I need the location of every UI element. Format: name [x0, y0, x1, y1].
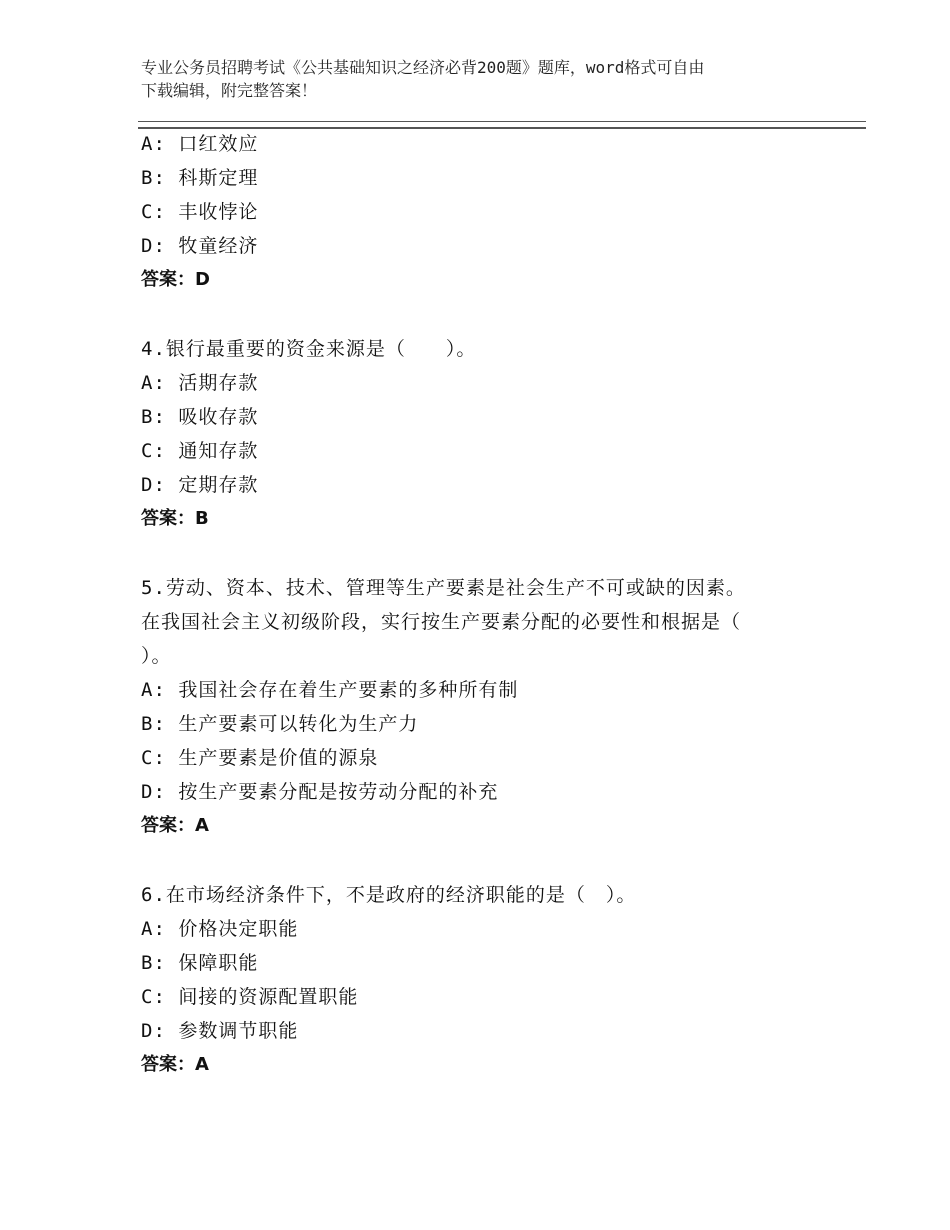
- question-5: [141, 571, 841, 843]
- answer-label: 答案：A: [141, 815, 209, 836]
- header-line-1: 专业公务员招聘考试《公共基础知识之经济必背200题》题库，word格式可自由: [141, 58, 705, 77]
- option-c: C: 生产要素是价值的源泉: [141, 747, 379, 769]
- option-b: B: 吸收存款: [141, 406, 259, 428]
- answer-label: 答案：D: [141, 269, 210, 290]
- question-4: [141, 332, 841, 536]
- option-d: D: 牧童经济: [141, 235, 259, 257]
- option-d: D: 参数调节职能: [141, 1020, 299, 1042]
- question-text-line-1: 5.劳动、资本、技术、管理等生产要素是社会生产不可或缺的因素。: [141, 577, 746, 599]
- question-list: [141, 127, 841, 1082]
- option-a: A: 价格决定职能: [141, 918, 299, 940]
- header-line-2: 下载编辑，附完整答案！: [141, 81, 318, 100]
- option-d: D: 按生产要素分配是按劳动分配的补充: [141, 781, 499, 803]
- question-text-line-3: ）。: [141, 645, 172, 667]
- question-3-continued: [141, 127, 841, 297]
- option-a: A: 口红效应: [141, 133, 259, 155]
- option-c: C: 通知存款: [141, 440, 259, 462]
- question-text-line-2: 在我国社会主义初级阶段，实行按生产要素分配的必要性和根据是（: [141, 611, 742, 633]
- answer-label: 答案：B: [141, 508, 209, 529]
- option-b: B: 科斯定理: [141, 167, 259, 189]
- option-a: A: 我国社会存在着生产要素的多种所有制: [141, 679, 519, 701]
- option-b: B: 保障职能: [141, 952, 259, 974]
- option-d: D: 定期存款: [141, 474, 259, 496]
- answer-label: 答案：A: [141, 1054, 209, 1075]
- question-text: 4.银行最重要的资金来源是（ ）。: [141, 338, 477, 360]
- option-b: B: 生产要素可以转化为生产力: [141, 713, 419, 735]
- option-a: A: 活期存款: [141, 372, 259, 394]
- document-header: [141, 56, 821, 102]
- option-c: C: 丰收悖论: [141, 201, 259, 223]
- question-text: 6.在市场经济条件下，不是政府的经济职能的是（ ）。: [141, 884, 637, 906]
- question-6: [141, 878, 841, 1082]
- option-c: C: 间接的资源配置职能: [141, 986, 359, 1008]
